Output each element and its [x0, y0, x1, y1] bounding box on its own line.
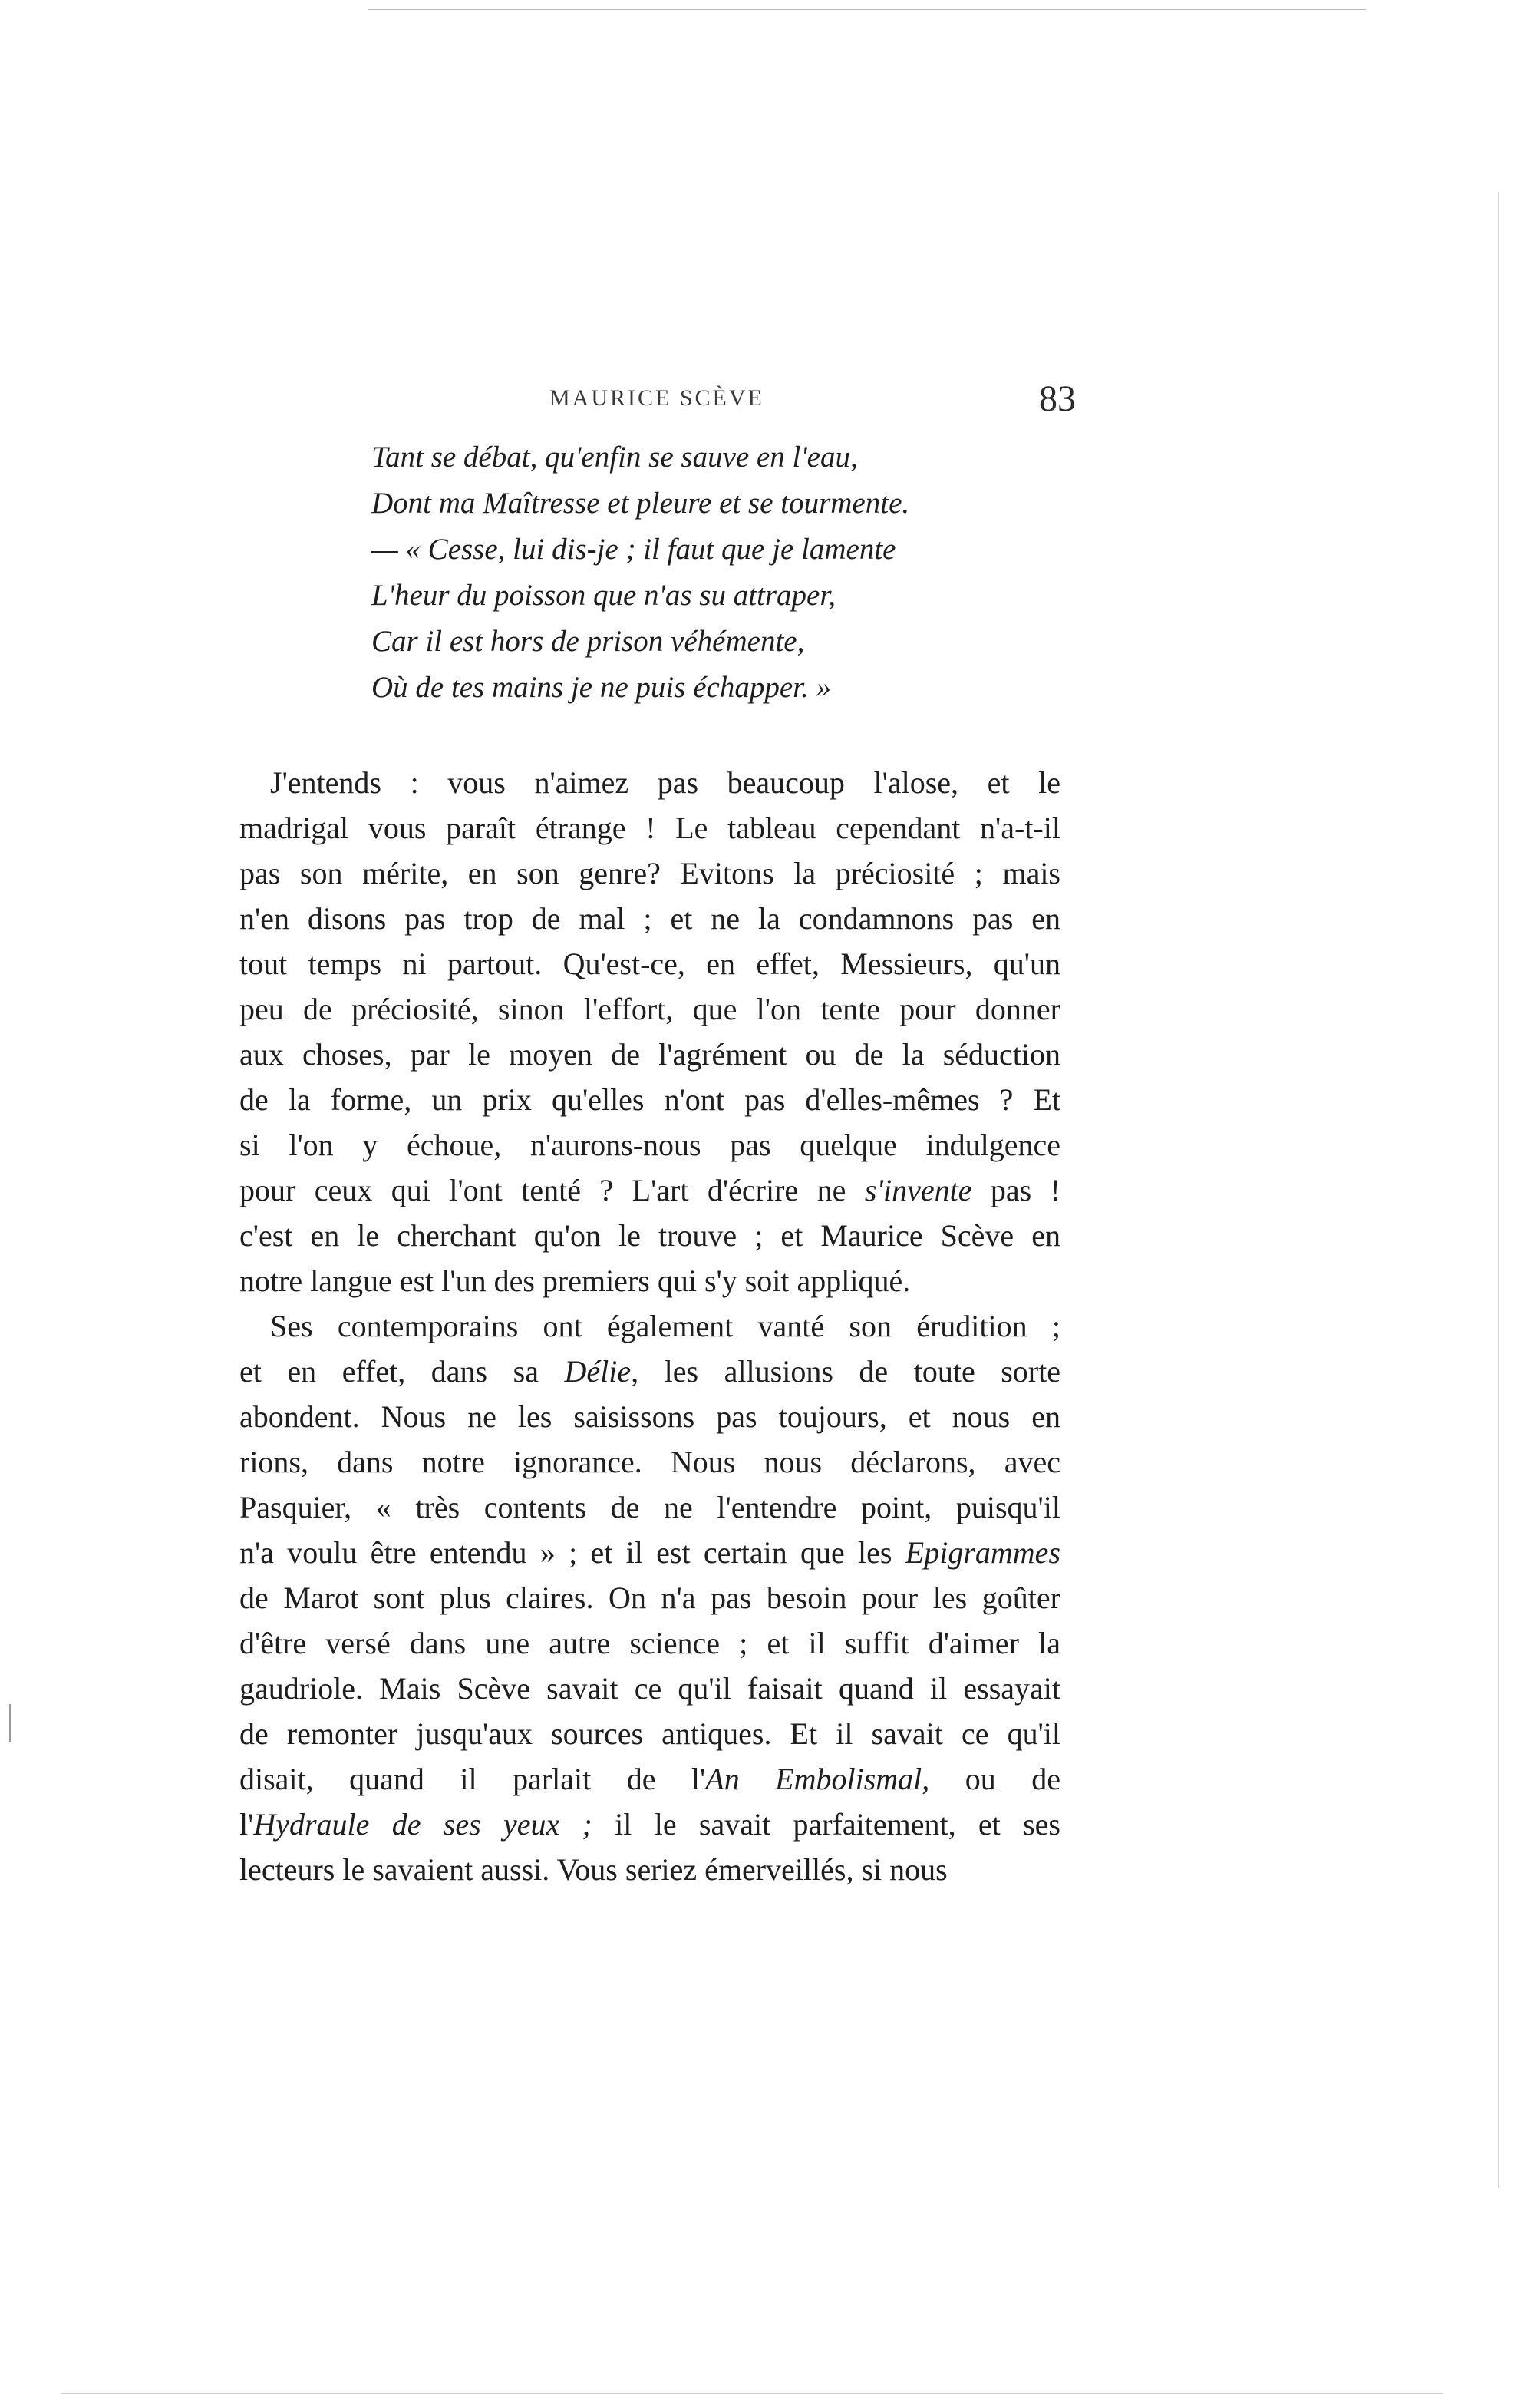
text-line [239, 1168, 1060, 1213]
italic-text: s'invente [864, 1173, 972, 1207]
text-segment: Pasquier, « très contents de ne l'entendre point, puisqu'il [239, 1490, 1060, 1524]
text-segment: rions, dans notre ignorance. Nous nous déclarons, avec [239, 1445, 1060, 1479]
italic-text: Hydraule de ses yeux ; [253, 1807, 592, 1842]
italic-text: Délie, [564, 1354, 639, 1389]
text-segment: et en effet, dans sa [239, 1354, 565, 1389]
page-number: 83 [1039, 378, 1076, 419]
text-segment: peu de préciosité, sinon l'effort, que l'on tente pour donner [239, 992, 1060, 1026]
paragraph-2 [239, 1303, 1060, 1892]
text-segment: lecteurs le savaient aussi. Vous seriez émerveillés, si nous [239, 1852, 948, 1887]
text-line [239, 1847, 1060, 1892]
text-line [239, 851, 1060, 896]
text-segment: tout temps ni partout. Qu'est-ce, en effet, Messieurs, qu'un [239, 946, 1060, 981]
text-segment: il le savait parfaitement, et ses [592, 1807, 1060, 1842]
text-segment: pour ceux qui l'ont tenté ? L'art d'écrire ne [239, 1173, 865, 1207]
body-text [239, 760, 1060, 1892]
text-line [239, 1394, 1060, 1439]
text-line [239, 1439, 1060, 1485]
text-line [239, 1711, 1060, 1756]
text-segment: abondent. Nous ne les saisissons pas toujours, et nous en [239, 1399, 1060, 1434]
text-line [239, 941, 1060, 986]
verse-line: L'heur du poisson que n'as su attraper, [371, 579, 836, 612]
text-segment: n'a voulu être entendu » ; et il est certain que les [239, 1535, 905, 1570]
verse-line: Dont ma Maîtresse et pleure et se tourmente. [371, 487, 910, 520]
verse-line: — « Cesse, lui dis-je ; il faut que je lamente [371, 533, 896, 566]
text-segment: disait, quand il parlait de l' [239, 1762, 706, 1796]
text-segment: de la forme, un prix qu'elles n'ont pas d'elles-mêmes ? Et [239, 1082, 1060, 1117]
text-line [239, 1666, 1060, 1711]
scan-edge-top [368, 9, 1366, 10]
text-line [239, 1032, 1060, 1077]
text-segment: de remonter jusqu'aux sources antiques. Et il savait ce qu'il [239, 1716, 1060, 1751]
text-segment: pas son mérite, en son genre? Evitons la préciosité ; mais [239, 856, 1060, 890]
text-line [239, 1122, 1060, 1168]
italic-text: An Embolismal, [705, 1762, 930, 1796]
text-line [239, 1349, 1060, 1394]
verse-line: Où de tes mains je ne puis échapper. » [371, 671, 831, 704]
scan-edge-left [9, 1704, 11, 1742]
scan-edge-bottom [61, 2393, 1443, 2394]
text-line [239, 986, 1060, 1032]
text-segment: pas ! [971, 1173, 1061, 1207]
text-line [239, 1756, 1060, 1802]
verse-block [371, 434, 1062, 711]
text-segment: c'est en le cherchant qu'on le trouve ; et Maurice Scève en [239, 1218, 1060, 1253]
text-line [239, 1303, 1060, 1349]
text-line [239, 1258, 1060, 1303]
text-segment: gaudriole. Mais Scève savait ce qu'il faisait quand il essayait [239, 1671, 1060, 1706]
text-line [239, 760, 1060, 805]
text-line [239, 1802, 1060, 1847]
text-segment: n'en disons pas trop de mal ; et ne la condamnons pas en [239, 901, 1060, 936]
text-segment: madrigal vous paraît étrange ! Le tableau cependant n'a-t-il [239, 811, 1060, 845]
text-segment: Ses contemporains ont également vanté son érudition ; [270, 1309, 1060, 1343]
text-line [239, 1530, 1060, 1575]
text-segment: aux choses, par le moyen de l'agrément ou de la séduction [239, 1037, 1060, 1072]
text-segment: si l'on y échoue, n'aurons-nous pas quelque indulgence [239, 1128, 1060, 1162]
paragraph-1 [239, 760, 1060, 1303]
text-line [239, 1575, 1060, 1620]
running-head: MAURICE SCÈVE [549, 385, 764, 411]
text-line [239, 1213, 1060, 1258]
scan-edge-right [1498, 192, 1499, 2188]
text-line [239, 805, 1060, 851]
text-line [239, 896, 1060, 941]
verse-line: Tant se débat, qu'enfin se sauve en l'eau, [371, 441, 858, 474]
verse-line: Car il est hors de prison véhémente, [371, 625, 805, 658]
text-line [239, 1077, 1060, 1122]
text-segment: l' [239, 1807, 254, 1842]
text-segment: les allusions de toute sorte [638, 1354, 1060, 1389]
text-segment: de Marot sont plus claires. On n'a pas besoin pour les goûter [239, 1581, 1060, 1615]
text-line [239, 1620, 1060, 1666]
text-segment: d'être versé dans une autre science ; et il suffit d'aimer la [239, 1626, 1060, 1660]
text-segment: notre langue est l'un des premiers qui s'y soit appliqué. [239, 1263, 911, 1298]
italic-text: Epigrammes [905, 1535, 1060, 1570]
text-segment: J'entends : vous n'aimez pas beaucoup l'alose, et le [270, 765, 1060, 800]
text-line [239, 1485, 1060, 1530]
text-segment: ou de [929, 1762, 1060, 1796]
